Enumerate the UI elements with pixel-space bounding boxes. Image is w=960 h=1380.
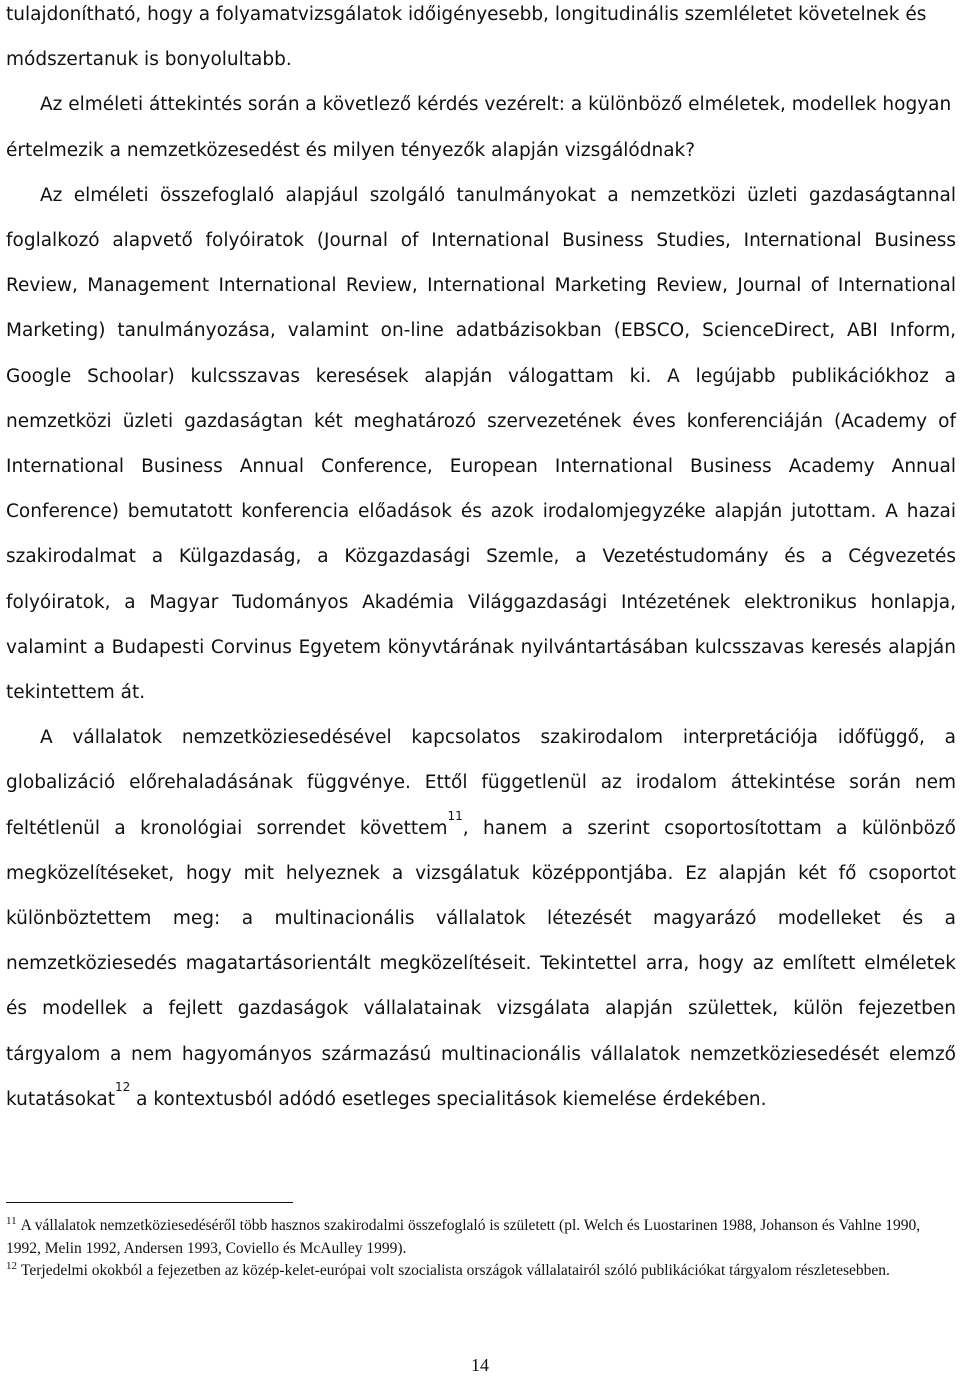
paragraph-structure-text-1: A vállalatok nemzetköziesedésével kapcsolatos szakirodalom interpretációja időfüggő, a globalizáció előrehaladásának függvénye. Ettől függetlenül az irodalom áttekintése során nem feltétlenül a kronológiai sorrendet követtem [6,727,956,839]
footnote-11 [6,1215,958,1260]
footnote-mark: 11 [6,1215,17,1227]
paragraph-continuation: tulajdonítható, hogy a folyamatvizsgálatok időigényesebb, longitudinális szemléletet követelnek és módszertanuk is bonyolultabb. [6,4,927,71]
footnote-text: Terjedelmi okokból a fejezetben az közép-kelet-európai volt szocialista országok vállalatairól szóló publikációkat tárgyalom részletesebben. [21,1262,890,1279]
footnotes [6,1215,958,1283]
footnote-ref-12: 12 [115,1079,131,1094]
footnote-12 [6,1260,958,1283]
footnote-ref-11: 11 [447,808,463,823]
footnote-separator [6,1202,293,1203]
page-number: 14 [471,1355,489,1375]
footnote-mark: 12 [6,1260,17,1272]
paragraph-sources: Az elméleti összefoglaló alapjául szolgáló tanulmányokat a nemzetközi üzleti gazdaságtannal foglalkozó alapvető folyóiratok (Journal of International Business Studies, International Business Review, Management International Review, International Marketing Review, Journal of International Marketing) tanulmányozása, valamint on-line adatbázisokban (EBSCO, ScienceDirect, ABI Inform, Google Schoolar) kulcsszavas keresések alapján válogattam ki. A legújabb publikációkhoz a nemzetközi üzleti gazdaságtan két meghatározó szervezetének éves konferenciáján (Academy of International Business Annual Conference, European International Business Academy Annual Conference) bemutatott konferencia előadások és azok irodalomjegyzéke alapján jutottam. A hazai szakirodalmat a Külgazdaság, a Közgazdasági Szemle, a Vezetéstudomány és a Cégvezetés folyóiratok, a Magyar Tudományos Akadémia Világgazdasági Intézetének elektronikus honlapja, valamint a Budapesti Corvinus Egyetem könyvtárának nyilvántartásában kulcsszavas keresés alapján tekintettem át. [6,184,956,704]
paragraph-structure-text-2: , hanem a szerint csoportosítottam a különböző megközelítéseket, hogy mit helyeznek a vizsgálatuk középpontjába. Ez alapján két fő csoportot különböztettem meg: a multinacionális vállalatok létezését magyarázó modelleket és a nemzetköziesedés magatartásorientált megközelítéseit. Tekintettel arra, hogy az említett elméletek és modellek a fejlett gazdaságok vállalatainak vizsgálata alapján születtek, külön fejezetben tárgyalom a nem hagyományos származású multinacionális vállalatok nemzetköziesedését elemző kutatásokat [6,817,956,1110]
paragraph-research-question: Az elméleti áttekintés során a követlező kérdés vezérelt: a különböző elméletek, modellek hogyan értelmezik a nemzetközesedést és milyen tényezők alapján vizsgálódnak? [6,94,952,161]
paragraph-structure [6,715,956,1122]
footnote-text: A vállalatok nemzetköziesedéséről több hasznos szakirodalmi összefoglaló is született (pl. Welch és Luostarinen 1988, Johanson és Vahlne 1990, 1992, Melin 1992, Andersen 1993, Coviello és McAulley 1999). [6,1217,921,1257]
paragraph-structure-text-3: a kontextusból adódó esetleges specialitások kiemelése érdekében. [130,1088,767,1110]
body-text [6,0,956,1122]
